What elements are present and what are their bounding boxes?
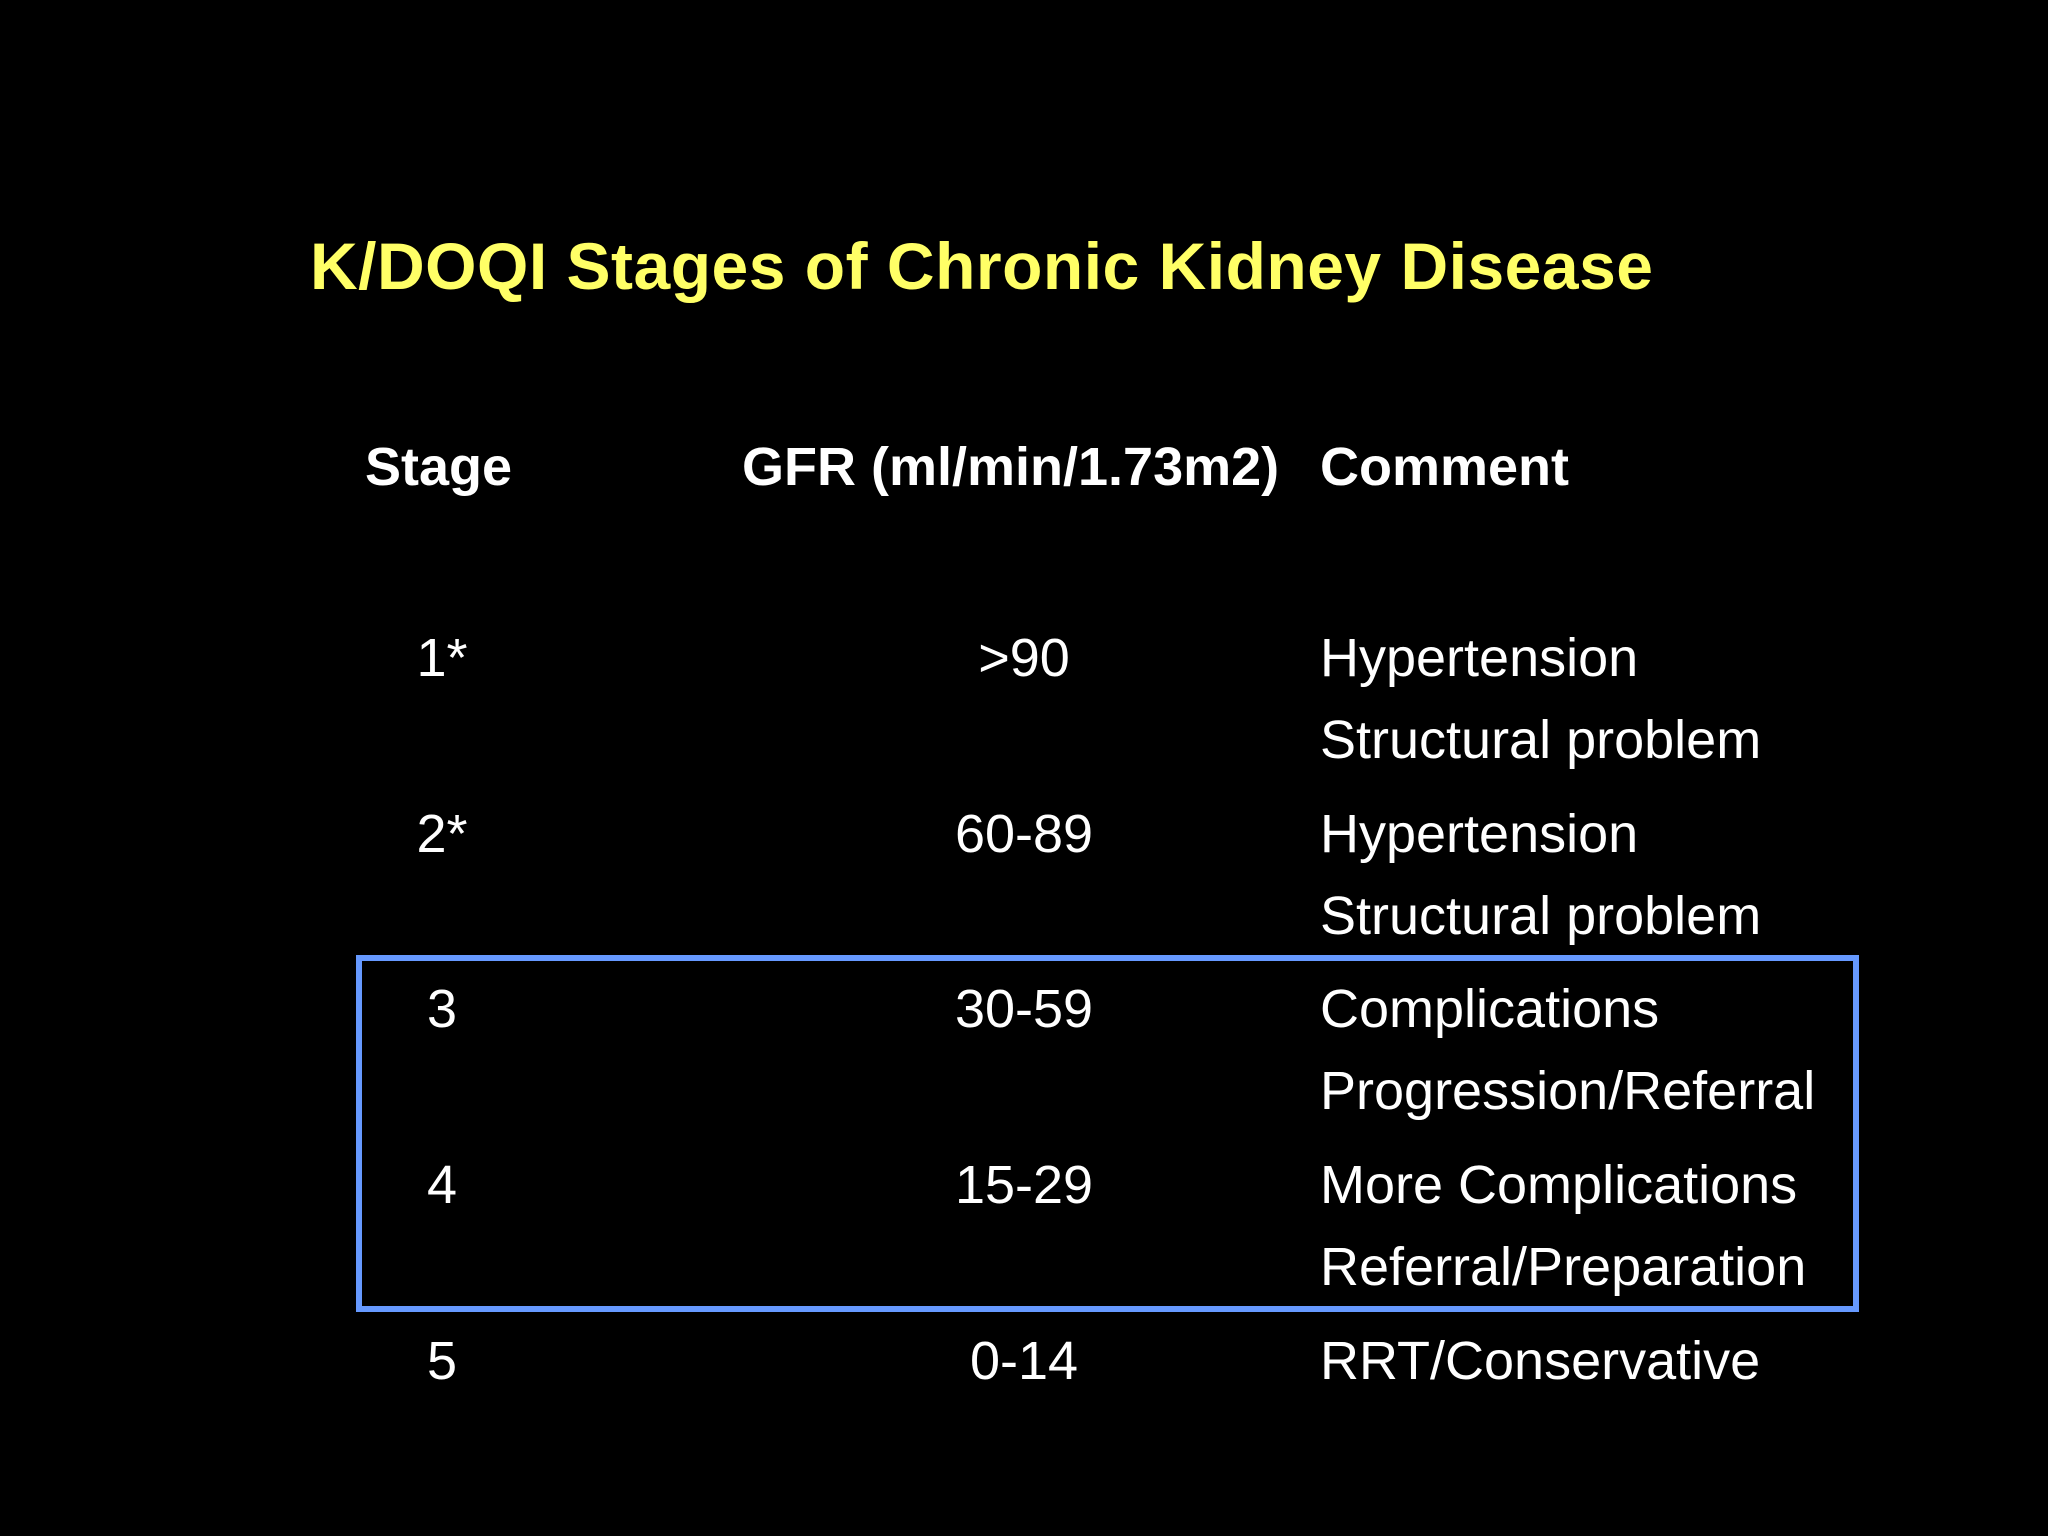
gfr-cell: 0-14	[969, 1331, 1079, 1391]
comment-line: Progression/Referral	[1320, 1061, 1816, 1121]
comment-cell	[1320, 617, 1761, 781]
comment-line: More Complications	[1320, 1155, 1798, 1215]
header-comment: Comment	[1320, 437, 1570, 497]
comment-line: Structural problem	[1320, 710, 1762, 770]
stage-cell: 3	[426, 979, 458, 1039]
comment-cell	[1320, 968, 1815, 1132]
comment-line: RRT/Conservative	[1320, 1331, 1761, 1391]
stage-cell: 5	[426, 1331, 458, 1391]
header-stage: Stage	[365, 437, 513, 497]
comment-line: Complications	[1320, 979, 1660, 1039]
header-gfr: GFR (ml/min/1.73m2)	[742, 437, 1280, 497]
comment-line: Hypertension	[1320, 804, 1639, 864]
comment-cell	[1320, 1320, 1760, 1402]
comment-cell	[1320, 1144, 1806, 1308]
comment-line: Structural problem	[1320, 886, 1762, 946]
comment-line: Referral/Preparation	[1320, 1237, 1807, 1297]
stage-cell: 4	[426, 1155, 458, 1215]
slide-title: K/DOQI Stages of Chronic Kidney Disease	[310, 229, 1654, 303]
gfr-cell: 60-89	[954, 804, 1094, 864]
comment-cell	[1320, 793, 1761, 957]
stage-cell: 1*	[416, 628, 468, 688]
gfr-cell: 30-59	[954, 979, 1094, 1039]
gfr-cell: >90	[978, 628, 1070, 688]
gfr-cell: 15-29	[954, 1155, 1094, 1215]
comment-line: Hypertension	[1320, 628, 1639, 688]
stage-cell: 2*	[416, 804, 468, 864]
